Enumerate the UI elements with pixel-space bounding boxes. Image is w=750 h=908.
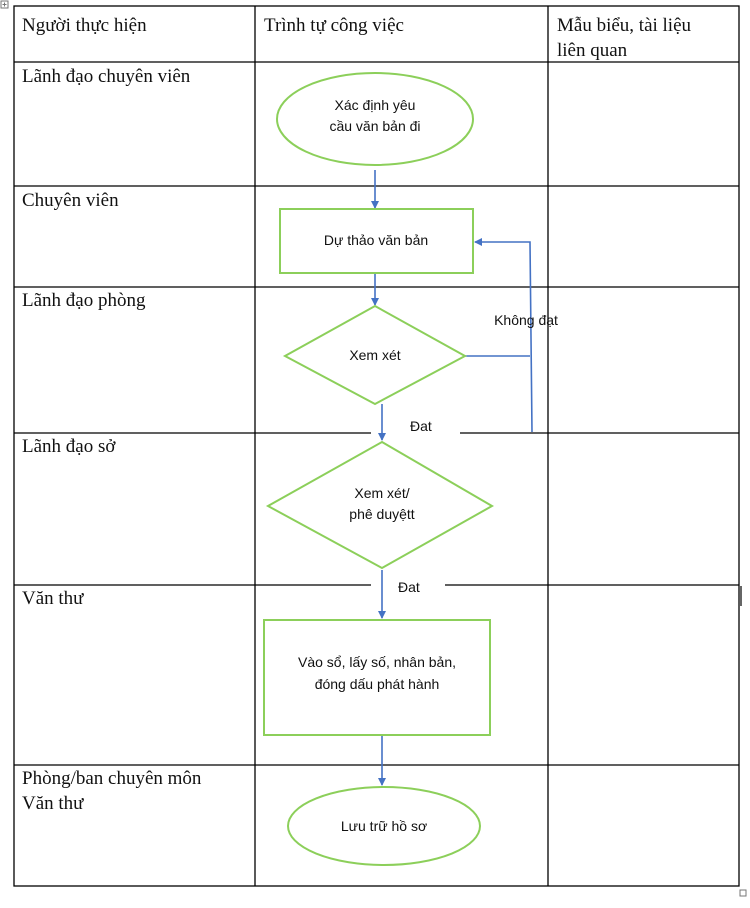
node-archive-text: Lưu trữ hồ sơ bbox=[340, 818, 428, 834]
row-performer-4: Lãnh đạo sở bbox=[22, 436, 116, 457]
table-resize-handle-icon[interactable] bbox=[740, 890, 746, 896]
header-forms-line2: liên quan bbox=[557, 40, 628, 61]
label-pass-1: Đat bbox=[410, 418, 432, 434]
row-performer-2: Chuyên viên bbox=[22, 190, 119, 211]
node-register-text-line1: Vào sổ, lấy số, nhân bản, bbox=[298, 654, 456, 670]
row-performer-3: Lãnh đạo phòng bbox=[22, 290, 146, 311]
node-start-text-line2: cầu văn bản đi bbox=[329, 118, 421, 134]
row-performer-5: Văn thư bbox=[22, 588, 84, 609]
connector-reject-return bbox=[475, 242, 532, 432]
label-pass-2: Đat bbox=[398, 579, 420, 595]
node-register-text-line2: đóng dấu phát hành bbox=[314, 676, 440, 692]
row-performer-6-line1: Phòng/ban chuyên môn bbox=[22, 768, 202, 789]
node-approve-text-line1: Xem xét/ bbox=[354, 485, 410, 501]
node-approve-text-line2: phê duyệtt bbox=[349, 506, 415, 522]
header-sequence: Trình tự công việc bbox=[264, 15, 404, 36]
header-performer: Người thực hiện bbox=[22, 15, 147, 36]
node-draft-text: Dự thảo văn bản bbox=[323, 232, 429, 248]
header-forms-line1: Mẫu biểu, tài liệu bbox=[557, 15, 692, 36]
node-start-text-line1: Xác định yêu bbox=[334, 97, 416, 113]
row-performer-1: Lãnh đạo chuyên viên bbox=[22, 66, 191, 87]
node-approve-diamond bbox=[268, 442, 492, 568]
label-reject: Không đạt bbox=[494, 312, 558, 328]
node-review-text: Xem xét bbox=[349, 347, 401, 363]
row-performer-6-line2: Văn thư bbox=[22, 793, 84, 814]
